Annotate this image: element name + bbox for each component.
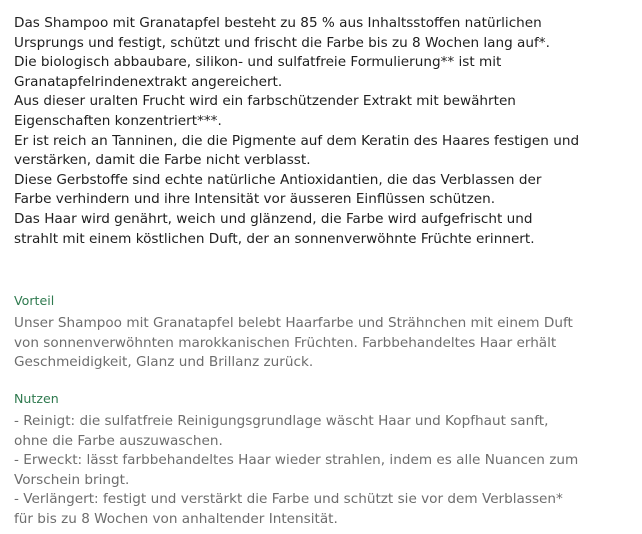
description-line: Eigenschaften konzentriert***. bbox=[14, 112, 222, 129]
vorteil-text bbox=[14, 314, 573, 373]
vorteil-line: von sonnenverwöhnten marokkanischen Früchten. Farbbehandeltes Haar erhält bbox=[14, 334, 557, 351]
product-description bbox=[14, 14, 634, 258]
nutzen-line: - Erweckt: lässt farbbehandeltes Haar wieder strahlen, indem es alle Nuancen zum bbox=[14, 452, 579, 469]
nutzen-line: - Verlängert: festigt und verstärkt die Farbe und schützt sie vor dem Verblassen* bbox=[14, 491, 563, 508]
description-line: verstärken, damit die Farbe nicht verblasst. bbox=[14, 152, 311, 169]
description-line: Das Shampoo mit Granatapfel besteht zu 85 % aus Inhaltsstoffen natürlichen bbox=[14, 15, 542, 31]
description-line: Er ist reich an Tanninen, die die Pigmente auf dem Keratin des Haares festigen und bbox=[14, 132, 580, 149]
nutzen-line: Vorschein bringt. bbox=[14, 471, 130, 488]
vorteil-line: Geschmeidigkeit, Glanz und Brillanz zurück. bbox=[14, 354, 314, 371]
nutzen-line: - Reinigt: die sulfatfreie Reinigungsgrundlage wäscht Haar und Kopfhaut sanft, bbox=[14, 413, 549, 429]
description-line: Granatapfelrindenextrakt angereichert. bbox=[14, 73, 283, 90]
nutzen-line: ohne die Farbe auszuwaschen. bbox=[14, 432, 223, 449]
product-description-panel bbox=[14, 14, 634, 527]
vorteil-line: Unser Shampoo mit Granatapfel belebt Haarfarbe und Strähnchen mit einem Duft bbox=[14, 315, 573, 331]
nutzen-list bbox=[14, 412, 578, 530]
description-line: Diese Gerbstoffe sind echte natürliche Antioxidantien, die das Verblassen der bbox=[14, 171, 542, 188]
nutzen-line: für bis zu 8 Wochen von anhaltender Intensität. bbox=[14, 510, 338, 527]
nutzen-section bbox=[14, 390, 578, 530]
vorteil-section bbox=[14, 292, 573, 373]
description-line: Das Haar wird genährt, weich und glänzend, die Farbe wird aufgefrischt und bbox=[14, 210, 533, 227]
description-line: strahlt mit einem köstlichen Duft, der an sonnenverwöhnte Früchte erinnert. bbox=[14, 230, 535, 247]
description-line: Aus dieser uralten Frucht wird ein farbschützender Extrakt mit bewährten bbox=[14, 93, 516, 110]
nutzen-heading: Nutzen bbox=[14, 391, 59, 406]
description-line: Farbe verhindern und ihre Intensität vor äusseren Einflüssen schützen. bbox=[14, 191, 496, 208]
vorteil-heading: Vorteil bbox=[14, 293, 55, 308]
description-line: Ursprungs und festigt, schützt und frischt die Farbe bis zu 8 Wochen lang auf*. bbox=[14, 34, 550, 51]
description-line: Die biologisch abbaubare, silikon- und sulfatfreie Formulierung** ist mit bbox=[14, 54, 502, 71]
